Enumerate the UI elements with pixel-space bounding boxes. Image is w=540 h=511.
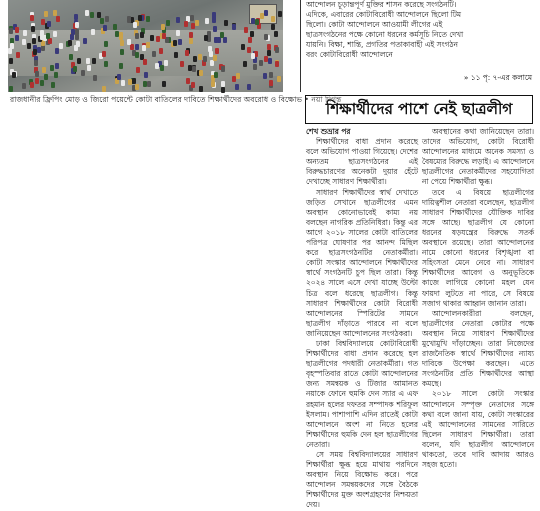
crowd-figure (150, 35, 154, 41)
crowd-figure (55, 63, 59, 69)
crowd-figure (35, 78, 39, 84)
crowd-figure (9, 58, 13, 64)
crowd-figure (75, 22, 79, 28)
crowd-figure (27, 43, 31, 49)
crowd-figure (241, 44, 245, 50)
crowd-figure (267, 50, 271, 56)
crowd-figure (44, 74, 48, 80)
crowd-figure (15, 35, 19, 41)
crowd-figure (205, 18, 209, 24)
crowd-figure (224, 20, 228, 26)
crowd-figure (269, 72, 273, 78)
crowd-figure (16, 52, 20, 58)
crowd-figure (243, 61, 247, 67)
crowd-figure (32, 38, 36, 44)
crowd-figure (267, 44, 271, 50)
crowd-figure (120, 49, 124, 55)
crowd-figure (127, 39, 131, 45)
crowd-figure (176, 30, 180, 36)
crowd-figure (271, 24, 275, 30)
crowd-figure (121, 80, 125, 86)
crowd-figure (105, 16, 109, 22)
column-divider (300, 0, 301, 92)
crowd-figure (147, 81, 151, 87)
paragraph: সে সময় বিশ্ববিদ্যালয়ের সাধারণ শিক্ষার্থীরা ক্ষুব্ধ হয়ে মাথায় পরদিনে অবস্থান নিয়ে বিক্ষোভ করে। পরে আন্দোলন সমন্বয়কদের সঙ্গে বৈঠকে শিক্ষার্থীদের মুক্ত অংশগ্রহণের নিশ্চয়তা দেয়। (306, 450, 418, 510)
crowd-figure (178, 39, 182, 45)
crowd-figure (115, 31, 119, 37)
top-line: আন্দোলন চূড়ান্তপূর্ণ মুক্তির শাসন করেছে সংগঠনটি। (306, 0, 457, 9)
crowd-figure (162, 81, 166, 87)
paragraph: অবস্থানের কথা জানিয়েছেন তারা। তাদের অভিযোগ, কোটা বিরোধী আন্দোলনের মাধ্যমে অনেক সমস্যা ও বৈষম্যের বিরুদ্ধে লড়াই। এ আন্দোলনে ছাত্রলীগের নেতাকর্মীদের সহযোগিতা না পেয়ে শিক্ষার্থীরা ক্ষুব্ধ। (422, 127, 534, 187)
continued-note: » ১১ পৃ: ৭-এর কলামে (463, 73, 532, 82)
crowd-figure (248, 37, 252, 43)
crowd-figure (255, 19, 259, 25)
crowd-figure (166, 20, 170, 26)
crowd-figure (213, 26, 217, 32)
crowd-figure (191, 82, 195, 88)
top-line: ছিলো। কোটা আন্দোলনে আওয়ামী লীগের এই (306, 20, 443, 30)
paragraph: ২০১৮ সালে কোটা সংস্কার আন্দোলনে সম্পৃক্ত নেতাদের সঙ্গে কথা বলে জানা যায়, কোটা সংস্কারের এই আন্দোলনের সামনের সারিতে ছিলেন সাধারণ শিক্ষার্থীরা। তারা বলেন, যদি ছাত্রলীগ আন্দোলনে থাকতো, তবে দাবি আদায় আরও সহজ হতো। (422, 389, 534, 470)
crowd-figure (34, 60, 38, 66)
crowd-figure (133, 22, 137, 28)
crowd-figure (41, 19, 45, 25)
crowd-figure (159, 48, 163, 54)
crowd-figure (51, 82, 55, 88)
crowd-figure (264, 56, 268, 62)
crowd-figure (199, 86, 203, 92)
crowd-figure (85, 10, 89, 16)
paragraph: আন্দোলনকারীরা বলছেন, ছাত্রলীগের নেতারা কোটার পক্ষে অবস্থান নিয়ে সাধারণ শিক্ষার্থীদের মুখোমুখি দাঁড়াচ্ছেন। তারা নিজেদের রাজনৈতিক স্বার্থে শিক্ষার্থীদের ন্যায্য দাবিকে উপেক্ষা করছেন। এতে সংগঠনটির প্রতি শিক্ষার্থীদের আস্থা কমছে। (422, 308, 534, 389)
crowd-figure (198, 54, 202, 60)
crowd-figure (44, 11, 48, 17)
crowd-figure (213, 55, 217, 61)
crowd-figure (81, 70, 85, 76)
crowd-figure (195, 20, 199, 26)
crowd-figure (12, 72, 16, 78)
crowd-figure (113, 24, 117, 30)
caption-text: রাজধানীর ফ্রিপিং মোড় ও জিরো পয়েন্টে কোটা বাতিলের দাবিতে শিক্ষার্থীদের অবরোধ ও বিক্ষোভ (10, 95, 303, 104)
crowd-figure (247, 84, 251, 90)
crowd-figure (103, 25, 107, 31)
crowd-figure (250, 31, 254, 37)
crowd-figure (221, 87, 225, 93)
crowd-figure (173, 40, 177, 46)
crowd-figure (160, 65, 164, 71)
crowd-figure (135, 33, 139, 39)
crowd-figure (73, 66, 77, 72)
crowd-figure (31, 26, 35, 32)
top-line: ছাত্রসংগঠনের পক্ষে কোনো ধরনের কর্মসূচি নিতে দেখা (306, 30, 464, 40)
crowd-figure (100, 18, 104, 24)
crowd-figure (278, 11, 282, 17)
crowd-figure (247, 47, 251, 53)
crowd-figure (174, 52, 178, 58)
crowd-figure (10, 43, 14, 49)
crowd-figure (269, 80, 273, 86)
article-headline: শিক্ষার্থীদের পাশে নেই ছাত্রলীগ (305, 95, 533, 124)
top-line: এদিকে, এবারের কোটাবিরোধী আন্দোলনে ছিলো টিম (306, 10, 461, 20)
crowd-figure (184, 21, 188, 27)
photo-credit: • নয়া দিগন্ত (304, 95, 342, 104)
crowd-figure (102, 51, 106, 57)
top-right-column (306, 0, 532, 76)
crowd-figure (185, 50, 189, 56)
crowd-figure (76, 41, 80, 47)
crowd-figure (136, 67, 140, 73)
crowd-figure (75, 34, 79, 40)
paragraph: সাধারণ শিক্ষার্থীদের স্বার্থ দেখাতে জড়িত সেখানে ছাত্রলীগের এমন অবস্থান কোনোভাবেই কাম্য নয় বলছেন নাগরিক প্রতিনিধিরা। কিন্তু এর আগে ২০১৮ সালের কোটা বাতিলের পরিপত্র ঘোষণার পর আনন্দ মিছিল করে ছাত্রসংগঠনটির নেতাকর্মীরা। কোটা সংস্কার আন্দোলনে শিক্ষার্থীদের স্বার্থে সংগঠনটি চুপ ছিল তারা। কিন্তু ২০২৪ সালে এসে দেখা যাচ্ছে উল্টো চিত্র বলে ধরেছে ছাত্রলীগ। কিন্তু সাধারণ শিক্ষার্থীদের কোটা বিরোধী আন্দোলনের স্পিরিটের সামনে ছাত্রলীগ দাঁড়াতে পারবে না বলে জানিয়েছেন আন্দোলনের সংগঠকরা। (306, 187, 418, 338)
article-column-1 (306, 127, 418, 510)
top-line: বরং কোটাবিরোধী আন্দোলনে (306, 50, 393, 60)
crowd-figure (46, 33, 50, 39)
crowd-figure (214, 37, 218, 43)
crowd-figure (41, 40, 45, 46)
crowd-figure (253, 64, 257, 70)
crowd-figure (92, 58, 96, 64)
crowd-figure (264, 34, 268, 40)
crowd-figure (152, 51, 156, 57)
crowd-figure (211, 81, 215, 87)
crowd-figure (37, 47, 41, 53)
crowd-figure (9, 28, 13, 34)
crowd-figure (135, 44, 139, 50)
crowd-figure (59, 43, 63, 49)
crowd-figure (274, 31, 278, 37)
crowd-figure (47, 21, 51, 27)
crowd-figure (189, 32, 193, 38)
article-column-2 (422, 127, 534, 470)
crowd-figure (144, 72, 148, 78)
crowd-figure (9, 86, 13, 92)
crowd-figure (176, 17, 180, 23)
crowd-figure (54, 72, 58, 78)
crowd-figure (30, 15, 34, 21)
crowd-figure (22, 83, 26, 89)
crowd-figure (56, 16, 60, 22)
crowd-figure (235, 84, 239, 90)
crowd-figure (155, 63, 159, 69)
crowd-figure (132, 78, 136, 84)
crowd-figure (42, 67, 46, 73)
crowd-figure (220, 32, 224, 38)
protest-photo (8, 0, 283, 92)
crowd-figure (86, 58, 90, 64)
photo-caption (10, 95, 342, 105)
crowd-figure (164, 60, 168, 66)
crowd-figure (87, 65, 91, 71)
top-line: যায়নি। বিক্ষা, শান্তি, প্রগতির পতাকাবাহী এই সংগঠন (306, 40, 458, 50)
crowd-figure (40, 80, 44, 86)
crowd-figure (50, 65, 54, 71)
crowd-figure (83, 38, 87, 44)
crowd-figure (212, 17, 216, 23)
crowd-figure (260, 13, 264, 19)
crowd-figure (127, 16, 131, 22)
crowd-figure (275, 47, 279, 53)
crowd-figure (93, 75, 97, 81)
crowd-figure (23, 30, 27, 36)
crowd-figure (71, 29, 75, 35)
crowd-figure (251, 53, 255, 59)
crowd-figure (268, 58, 272, 64)
crowd-figure (30, 82, 34, 88)
paragraph: ঢাকা বিশ্ববিদ্যালয়ে কোটাবিরোধী শিক্ষার্থীদের বাধা প্রদান করেছে হল ছাত্রলীগের পদধারী নেতাকর্মীরা। গত বৃহস্পতিবার রাতে কোটা আন্দোলনের জন্য সমন্বয়ক ও টিজার আমানত নয়াকে ফোনে হুমকি দেন স্যার এ এফ রহমান হলের দফতর সম্পাদক শরিফুল ইসলাম। পাশাপাশি এদিন রাতেই কোটা আন্দোলনে অংশ না নিতে হলের শিক্ষার্থীদের হুমকি দেন হল ছাত্রলীগের নেতারা। (306, 338, 418, 449)
byline: শেখ শুভ্রার পর (306, 127, 351, 136)
crowd-figure (207, 36, 211, 42)
crowd-figure (193, 56, 197, 62)
crowd-figure (146, 42, 150, 48)
crowd-figure (69, 54, 73, 60)
crowd-figure (104, 41, 108, 47)
crowd-figure (277, 76, 281, 82)
crowd-figure (68, 40, 72, 46)
crowd-figure (55, 48, 59, 54)
crowd-figure (221, 66, 225, 72)
crowd-figure (180, 61, 184, 67)
paragraph: তবে এ বিষয়ে ছাত্রলীগের দায়িত্বশীল নেতারা বলেছেন, ছাত্রলীগ সাধারণ শিক্ষার্থীদের যৌক্তিক দাবির সঙ্গে আছে। ছাত্রলীগ যে কোনো ধরনের ষড়যন্ত্রের বিরুদ্ধে সতর্ক অবস্থানে রয়েছে। তারা আন্দোলনের নামে কোনো ধরনের বিশৃঙ্খলা বা সহিংসতা মেনে নেবে না। সাধারণ শিক্ষার্থীদের আবেগ ও অনুভূতিকে কাজে লাগিয়ে কোনো মহল যেন ফায়দা লুটতে না পারে, সে বিষয়ে সজাগ থাকার আহ্বান জানান তারা। (422, 187, 534, 308)
crowd-figure (259, 60, 263, 66)
crowd-figure (264, 10, 268, 16)
crowd-figure (138, 15, 142, 21)
crowd-figure (271, 16, 275, 22)
crowd-figure (120, 40, 124, 46)
crowd-figure (33, 49, 37, 55)
crowd-figure (263, 73, 267, 79)
crowd-figure (119, 63, 123, 69)
crowd-figure (189, 38, 193, 44)
crowd-figure (236, 73, 240, 79)
crowd-figure (117, 74, 121, 80)
crowd-figure (8, 48, 12, 54)
crowd-figure (143, 59, 147, 65)
crowd-figure (35, 71, 39, 77)
crowd-figure (244, 27, 248, 33)
crowd-figure (199, 70, 203, 76)
crowd-figure (204, 35, 208, 41)
crowd-figure (128, 79, 132, 85)
crowd-figure (146, 16, 150, 22)
paragraph: শিক্ষার্থীদের বাধা প্রদান করেছে বলে অভিযোগ পাওয়া গিয়েছে। দেশের অন্যতম ছাত্রসংগঠনের এই বিরুদ্ধচারণের অনেকটা দুয়ার হেঁটে দেখাচ্ছে সাধারণ শিক্ষার্থীরা। (306, 137, 418, 187)
crowd-figure (190, 15, 194, 21)
crowd-figure (15, 27, 19, 33)
crowd-figure (215, 48, 219, 54)
crowd-figure (161, 24, 165, 30)
crowd-figure (232, 24, 236, 30)
crowd-figure (90, 12, 94, 18)
crowd-figure (77, 58, 81, 64)
crowd-figure (162, 33, 166, 39)
crowd-figure (22, 39, 26, 45)
crowd-figure (186, 78, 190, 84)
crowd-figure (135, 84, 139, 90)
crowd-figure (40, 34, 44, 40)
crowd-figure (214, 72, 218, 78)
crowd-figure (104, 61, 108, 67)
crowd-figure (192, 66, 196, 72)
crowd-figure (140, 32, 144, 38)
crowd-figure (91, 29, 95, 35)
crowd-figure (275, 61, 279, 67)
crowd-figure (135, 52, 139, 58)
crowd-figure (102, 86, 106, 92)
crowd-figure (53, 31, 57, 37)
crowd-figure (203, 56, 207, 62)
